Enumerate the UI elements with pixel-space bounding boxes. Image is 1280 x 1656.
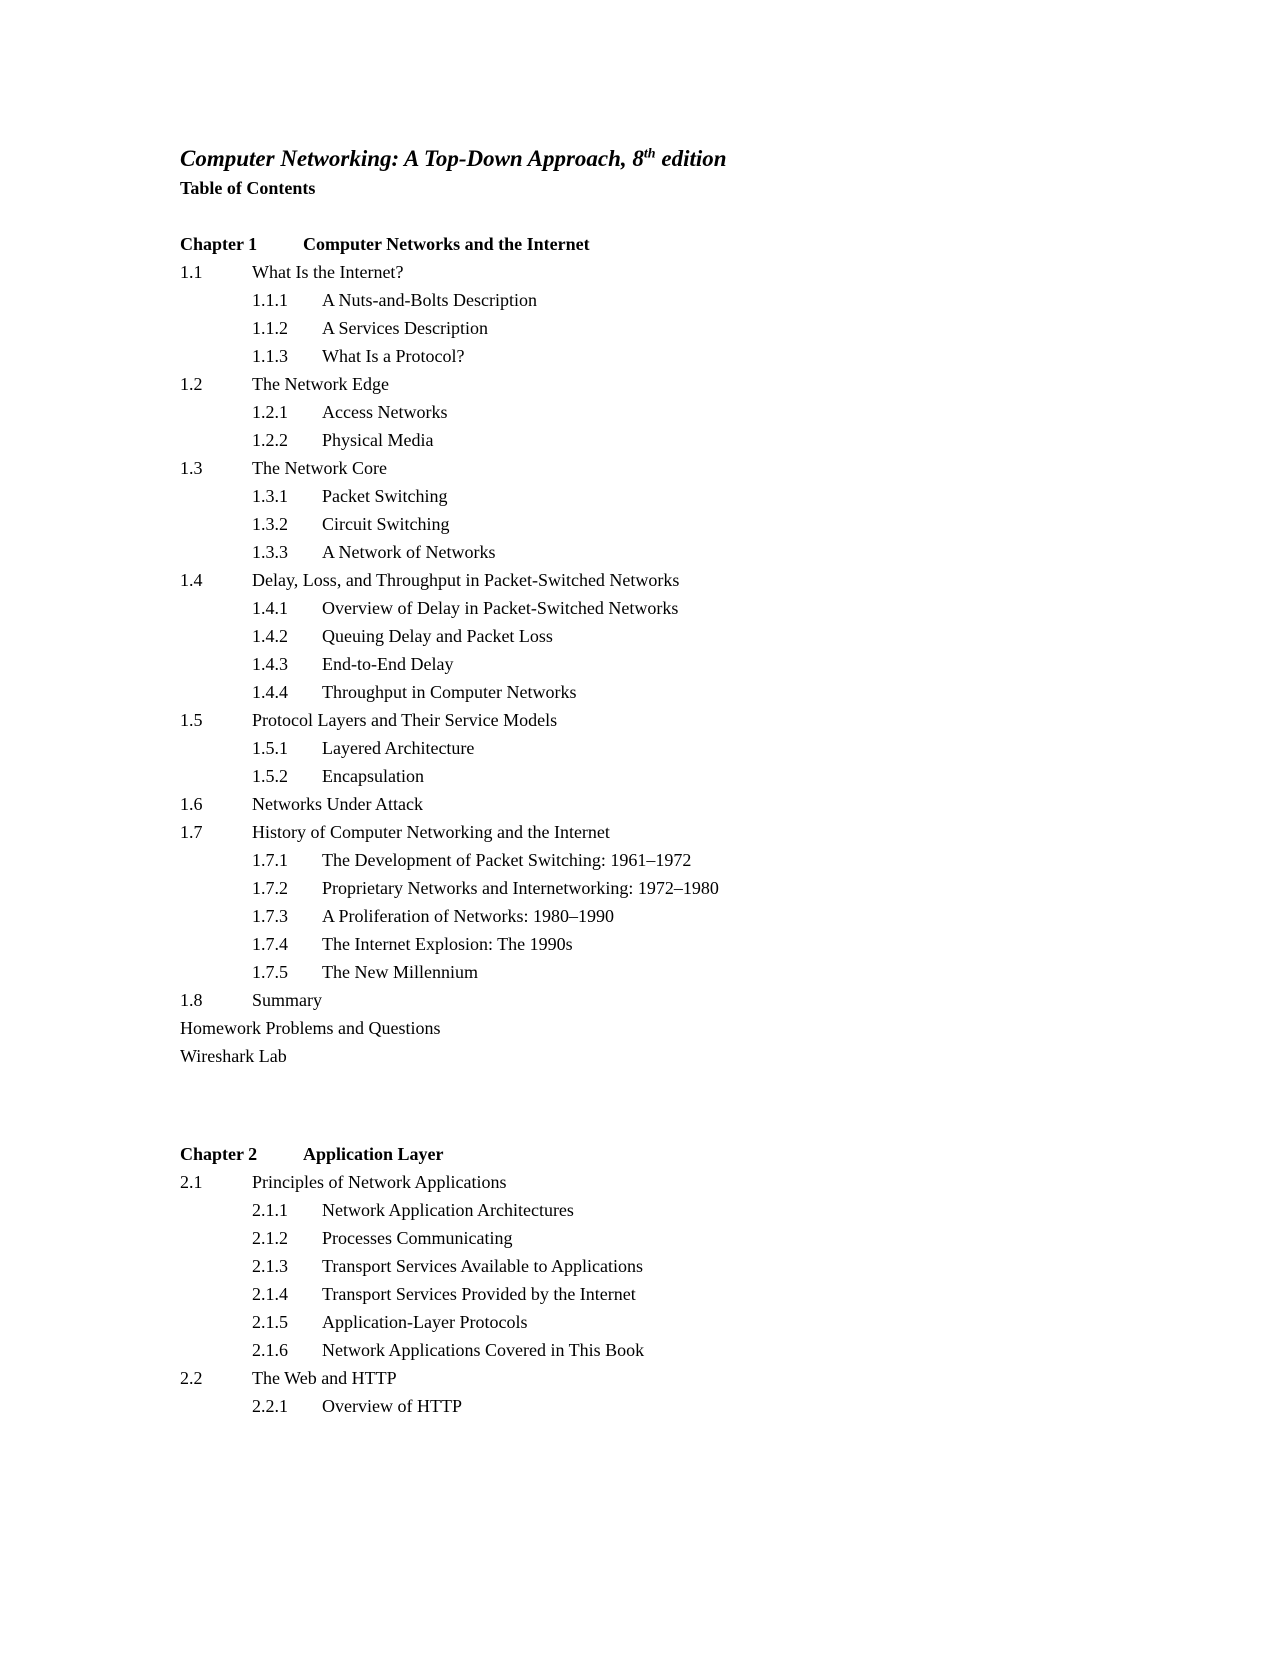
toc-entry-number: 1.5.1 bbox=[252, 738, 288, 758]
toc-entry-number: 1.6 bbox=[180, 794, 203, 814]
toc-entry bbox=[180, 1252, 1180, 1280]
toc-entry-title: The Network Core bbox=[252, 458, 387, 478]
toc-entry-title: Network Applications Covered in This Book bbox=[322, 1340, 645, 1360]
toc-entry-title: Proprietary Networks and Internetworking: 1972–1980 bbox=[322, 878, 719, 898]
toc-entry-number: 2.1.4 bbox=[252, 1284, 288, 1304]
toc-entry-number: 2.2 bbox=[180, 1368, 203, 1388]
toc-entry-title: A Nuts-and-Bolts Description bbox=[322, 290, 537, 310]
toc-entry bbox=[180, 762, 1180, 790]
toc-entry-title: Wireshark Lab bbox=[180, 1046, 287, 1066]
toc-entry bbox=[180, 734, 1180, 762]
toc-entry-title: End-to-End Delay bbox=[322, 654, 454, 674]
toc-entry-number: 1.4.4 bbox=[252, 682, 288, 702]
toc-entry-number: 2.1.6 bbox=[252, 1340, 288, 1360]
toc-entry-number: 1.7.4 bbox=[252, 934, 288, 954]
toc-entry-number: 1.4.2 bbox=[252, 626, 288, 646]
toc-entry-number: 1.7 bbox=[180, 822, 203, 842]
toc-entry bbox=[180, 342, 1180, 370]
toc-entry-number: 1.5 bbox=[180, 710, 203, 730]
chapter-number-label: Chapter 2 bbox=[180, 1144, 258, 1164]
document-title-superscript: th bbox=[643, 146, 656, 162]
toc-entry bbox=[180, 622, 1180, 650]
toc-entry bbox=[180, 454, 1180, 482]
toc-entry bbox=[180, 1364, 1180, 1392]
toc-entry-title: What Is the Internet? bbox=[252, 262, 404, 282]
toc-entry-number: 1.3 bbox=[180, 458, 203, 478]
toc-entry-title: Overview of Delay in Packet-Switched Networks bbox=[322, 598, 679, 618]
toc-entry bbox=[180, 482, 1180, 510]
toc-entry bbox=[180, 538, 1180, 566]
toc-entry-title: Transport Services Available to Applications bbox=[322, 1256, 643, 1276]
toc-entry-title: Network Application Architectures bbox=[322, 1200, 574, 1220]
toc-entry-title: Packet Switching bbox=[322, 486, 448, 506]
toc-entry bbox=[180, 286, 1180, 314]
toc-entry-title: Physical Media bbox=[322, 430, 434, 450]
toc-entry bbox=[180, 370, 1180, 398]
toc-entry-number: 1.2.1 bbox=[252, 402, 288, 422]
toc-entry-number: 1.4.1 bbox=[252, 598, 288, 618]
toc-entry-number: 1.4.3 bbox=[252, 654, 288, 674]
toc-entry bbox=[180, 1042, 1180, 1070]
toc-entry-title: The Internet Explosion: The 1990s bbox=[322, 934, 573, 954]
toc-entry-number: 2.1 bbox=[180, 1172, 203, 1192]
toc-entry bbox=[180, 566, 1180, 594]
document-page bbox=[180, 144, 1180, 1420]
toc-entry bbox=[180, 650, 1180, 678]
toc-entry-number: 1.5.2 bbox=[252, 766, 288, 786]
toc-entry-title: Protocol Layers and Their Service Models bbox=[252, 710, 558, 730]
toc-entry-number: 1.3.3 bbox=[252, 542, 288, 562]
toc-entry bbox=[180, 314, 1180, 342]
toc-entry-title: Circuit Switching bbox=[322, 514, 450, 534]
toc-entry bbox=[180, 1168, 1180, 1196]
toc-entry-title: Access Networks bbox=[322, 402, 448, 422]
document-title-main: Computer Networking: A Top-Down Approach, 8 bbox=[180, 146, 644, 171]
toc-entry bbox=[180, 790, 1180, 818]
toc-entry-title: The Development of Packet Switching: 1961–1972 bbox=[322, 850, 692, 870]
toc-entry-title: A Services Description bbox=[322, 318, 488, 338]
document-title-tail: edition bbox=[655, 146, 727, 171]
toc-entry-title: The New Millennium bbox=[322, 962, 478, 982]
toc-entry bbox=[180, 958, 1180, 986]
toc-entry bbox=[180, 1196, 1180, 1224]
toc-entry bbox=[180, 1336, 1180, 1364]
toc-entry bbox=[180, 986, 1180, 1014]
toc-entry bbox=[180, 874, 1180, 902]
toc-entry-title: Layered Architecture bbox=[322, 738, 475, 758]
toc-entry bbox=[180, 818, 1180, 846]
toc-entry-number: 1.2 bbox=[180, 374, 203, 394]
toc-entry-title: Processes Communicating bbox=[322, 1228, 513, 1248]
toc-entry bbox=[180, 706, 1180, 734]
toc-entry-number: 2.1.1 bbox=[252, 1200, 288, 1220]
toc-entry-title: Overview of HTTP bbox=[322, 1396, 462, 1416]
toc-entry-number: 1.1.2 bbox=[252, 318, 288, 338]
toc-entry-number: 2.1.5 bbox=[252, 1312, 288, 1332]
toc-entry-number: 2.2.1 bbox=[252, 1396, 288, 1416]
toc-entry bbox=[180, 398, 1180, 426]
toc-entry-title: Principles of Network Applications bbox=[252, 1172, 507, 1192]
toc-entry-title: Encapsulation bbox=[322, 766, 424, 786]
toc-entry-title: Throughput in Computer Networks bbox=[322, 682, 577, 702]
toc-entry bbox=[180, 846, 1180, 874]
toc-entry bbox=[180, 594, 1180, 622]
chapter-number-label: Chapter 1 bbox=[180, 234, 258, 254]
toc-entry bbox=[180, 1392, 1180, 1420]
toc-entry-title: Application-Layer Protocols bbox=[322, 1312, 528, 1332]
chapter-section bbox=[180, 230, 1180, 1070]
toc-entry-title: What Is a Protocol? bbox=[322, 346, 465, 366]
toc-entry-number: 1.7.2 bbox=[252, 878, 288, 898]
toc-entry-title: Summary bbox=[252, 990, 322, 1010]
toc-entry-number: 2.1.2 bbox=[252, 1228, 288, 1248]
chapter-title: Application Layer bbox=[303, 1144, 444, 1164]
toc-entry-number: 1.7.3 bbox=[252, 906, 288, 926]
toc-entry-number: 1.1.1 bbox=[252, 290, 288, 310]
toc-entry-number: 1.1.3 bbox=[252, 346, 288, 366]
toc-entry-number: 1.8 bbox=[180, 990, 203, 1010]
toc-entry-number: 1.7.1 bbox=[252, 850, 288, 870]
toc-entry bbox=[180, 1014, 1180, 1042]
toc-entry bbox=[180, 1280, 1180, 1308]
toc-entry bbox=[180, 902, 1180, 930]
toc-entry bbox=[180, 1224, 1180, 1252]
toc-entry-number: 1.2.2 bbox=[252, 430, 288, 450]
toc-entry-number: 2.1.3 bbox=[252, 1256, 288, 1276]
toc-entry-number: 1.1 bbox=[180, 262, 203, 282]
toc-entry-number: 1.7.5 bbox=[252, 962, 288, 982]
toc-entry-title: Delay, Loss, and Throughput in Packet-Switched Networks bbox=[252, 570, 680, 590]
toc-entry bbox=[180, 1308, 1180, 1336]
toc-entry-number: 1.3.2 bbox=[252, 514, 288, 534]
document-title bbox=[180, 144, 1180, 174]
document-subtitle: Table of Contents bbox=[180, 178, 316, 198]
chapter-heading bbox=[180, 1140, 1180, 1168]
toc-entry-title: The Network Edge bbox=[252, 374, 389, 394]
toc-entry-title: A Proliferation of Networks: 1980–1990 bbox=[322, 906, 614, 926]
table-of-contents bbox=[180, 230, 1180, 1420]
toc-entry-title: Queuing Delay and Packet Loss bbox=[322, 626, 553, 646]
toc-entry-title: History of Computer Networking and the Internet bbox=[252, 822, 610, 842]
toc-entry bbox=[180, 426, 1180, 454]
toc-entry bbox=[180, 258, 1180, 286]
chapter-heading bbox=[180, 230, 1180, 258]
toc-entry-title: A Network of Networks bbox=[322, 542, 496, 562]
toc-entry-title: Homework Problems and Questions bbox=[180, 1018, 441, 1038]
toc-entry bbox=[180, 678, 1180, 706]
toc-entry-number: 1.4 bbox=[180, 570, 203, 590]
toc-entry bbox=[180, 510, 1180, 538]
toc-entry-title: Transport Services Provided by the Internet bbox=[322, 1284, 636, 1304]
chapter-title: Computer Networks and the Internet bbox=[303, 234, 590, 254]
toc-entry-title: Networks Under Attack bbox=[252, 794, 423, 814]
chapter-section bbox=[180, 1140, 1180, 1420]
toc-entry bbox=[180, 930, 1180, 958]
toc-entry-number: 1.3.1 bbox=[252, 486, 288, 506]
toc-entry-title: The Web and HTTP bbox=[252, 1368, 397, 1388]
